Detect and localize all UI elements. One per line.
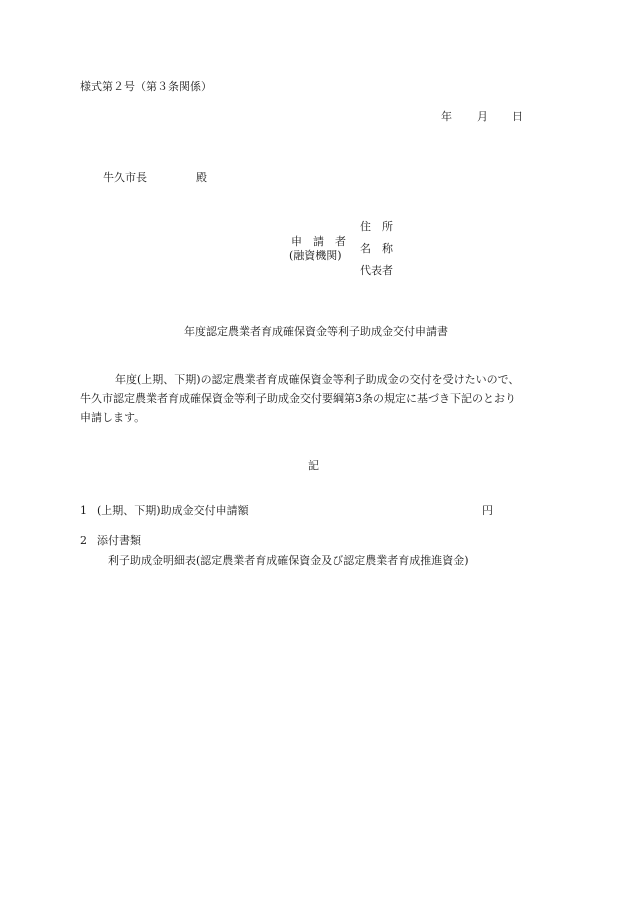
addressee-name: 牛久市長	[103, 171, 147, 184]
applicant-address-label: 住 所	[360, 220, 393, 233]
document-title: 年度認定農業者育成確保資金等利子助成金交付申請書	[184, 325, 448, 338]
applicant-sublabel: (融資機関)	[289, 249, 342, 262]
applicant-name-label: 名 称	[360, 242, 393, 255]
body-line-2: 牛久市認定農業者育成確保資金等利子助成金交付要綱第3条の規定に基づき下記のとおり	[80, 392, 516, 405]
applicant-representative-label: 代表者	[360, 264, 393, 277]
addressee-honorific: 殿	[196, 171, 207, 184]
item-unit: 円	[482, 504, 493, 517]
body-line-3: 申請します。	[80, 411, 146, 424]
applicant-label: 申 請 者	[291, 235, 346, 248]
record-heading: 記	[308, 459, 319, 472]
date-day-label: 日	[512, 110, 523, 123]
item-number: 1	[80, 504, 87, 517]
date-year-label: 年	[441, 110, 452, 123]
item-text: (上期、下期)助成金交付申請額	[97, 504, 249, 517]
body-line-1: 年度(上期、下期)の認定農業者育成確保資金等利子助成金の交付を受けたいので、	[115, 373, 520, 386]
date-month-label: 月	[477, 110, 488, 123]
item-detail: 利子助成金明細表(認定農業者育成確保資金及び認定農業者育成推進資金)	[108, 554, 469, 567]
form-number: 様式第２号（第３条関係）	[80, 80, 212, 93]
item-number: 2	[80, 534, 87, 547]
item-text: 添付書類	[97, 534, 141, 547]
